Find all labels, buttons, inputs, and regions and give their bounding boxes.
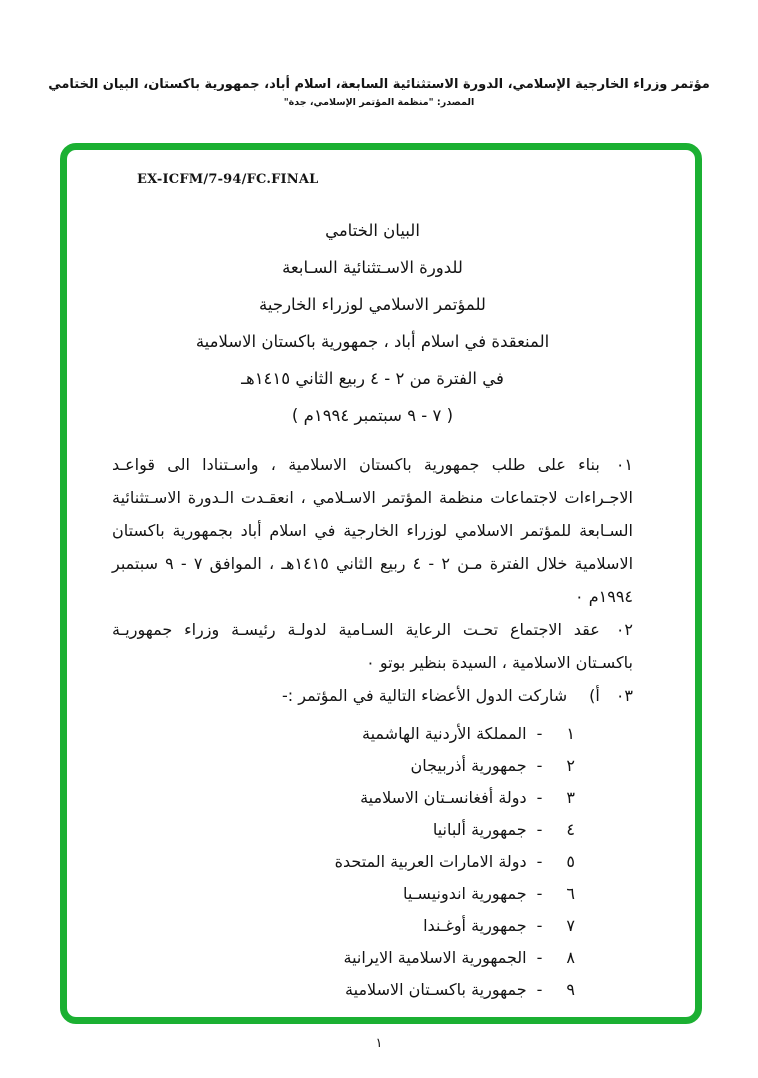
member-state-name: الجمهورية الاسلامية الايرانية bbox=[343, 948, 527, 967]
header-source: المصدر: "منظمة المؤتمر الإسلامي، جدة" bbox=[283, 97, 475, 108]
member-state-number: ٩ bbox=[566, 980, 575, 999]
member-state-name: جمهورية باكسـتان الاسلامية bbox=[345, 980, 527, 999]
list-dash: - bbox=[536, 788, 543, 807]
member-state-row-3 bbox=[112, 782, 575, 814]
member-state-number: ٦ bbox=[566, 884, 575, 903]
member-state-row-7 bbox=[112, 910, 575, 942]
paragraph-03-number: ٠٣ bbox=[615, 686, 633, 705]
member-state-row-4 bbox=[112, 814, 575, 846]
paragraph-01-number: ٠١ bbox=[615, 455, 633, 474]
member-states-list bbox=[112, 718, 633, 1006]
paragraph-01 bbox=[112, 448, 633, 613]
title-line-3: للمؤتمر الاسلامي لوزراء الخارجية bbox=[259, 295, 486, 314]
page-header bbox=[0, 76, 758, 109]
paragraph-01-text: بناء على طلب جمهورية باكستان الاسلامية ، واسـتنادا الى قواعـد الاجـراءات لاجتماعات منظمة المؤتمر الاسـلامي ، انعقـدت الـدورة الاسـتثنائية السـابعة للمؤتمر الاسلامي لوزراء الخارجية في اسلام أباد بجمهورية باكستان الاسلامية خلال الفترة مـن ٢ - ٤ ربيع الثاني ١٤١٥هـ ، الموافق ٧ - ٩ سبتمبر ١٩٩٤م ٠ bbox=[112, 455, 634, 606]
paragraph-02 bbox=[112, 613, 633, 679]
member-state-name: جمهورية اندونيسـيا bbox=[403, 884, 527, 903]
member-state-number: ٢ bbox=[566, 756, 575, 775]
paragraph-03-submarker: أ) bbox=[589, 686, 600, 705]
member-state-name: جمهورية أوغـندا bbox=[423, 916, 527, 935]
member-state-row-6 bbox=[112, 878, 575, 910]
document-title-block bbox=[112, 212, 633, 434]
list-dash: - bbox=[536, 820, 543, 839]
member-state-number: ٨ bbox=[566, 948, 575, 967]
title-line-2: للدورة الاسـتثنائية السـابعة bbox=[282, 258, 463, 277]
member-state-name: دولة أفغانسـتان الاسلامية bbox=[360, 788, 527, 807]
member-state-number: ١ bbox=[566, 724, 575, 743]
document-box bbox=[60, 143, 702, 1024]
member-state-name: المملكة الأردنية الهاشمية bbox=[362, 724, 527, 743]
paragraph-03 bbox=[112, 679, 633, 712]
title-line-4: المنعقدة في اسلام أباد ، جمهورية باكستان الاسلامية bbox=[195, 332, 550, 351]
list-dash: - bbox=[536, 916, 543, 935]
member-state-row-5 bbox=[112, 846, 575, 878]
list-dash: - bbox=[536, 884, 543, 903]
member-state-number: ٣ bbox=[566, 788, 575, 807]
member-state-name: دولة الامارات العربية المتحدة bbox=[334, 852, 527, 871]
title-line-5: في الفترة من ٢ - ٤ ربيع الثاني ١٤١٥هـ bbox=[241, 369, 504, 388]
list-dash: - bbox=[536, 756, 543, 775]
document-reference: EX-ICFM/7-94/FC.FINAL bbox=[137, 172, 319, 187]
member-state-row-9 bbox=[112, 974, 575, 1006]
member-state-name: جمهورية أذربيجان bbox=[410, 756, 527, 775]
title-line-1: البيان الختامي bbox=[325, 221, 420, 240]
paragraph-02-text: عقد الاجتماع تحـت الرعاية السـامية لدولـة رئيسـة وزراء جمهوريـة باكسـتان الاسلامية ، السيدة بنظير بوتو ٠ bbox=[112, 620, 633, 672]
paragraph-02-number: ٠٢ bbox=[615, 620, 633, 639]
title-line-6: ( ٧ - ٩ سبتمبر ١٩٩٤م ) bbox=[291, 406, 454, 425]
member-state-row-2 bbox=[112, 750, 575, 782]
header-title: مؤتمر وزراء الخارجية الإسلامي، الدورة الاستثنائية السابعة، اسلام أباد، جمهورية باكستان، البيان الختامي bbox=[48, 77, 710, 92]
page-number: ١ bbox=[375, 1036, 383, 1051]
list-dash: - bbox=[536, 980, 543, 999]
list-dash: - bbox=[536, 724, 543, 743]
member-state-row-1 bbox=[112, 718, 575, 750]
page-footer bbox=[0, 1036, 758, 1051]
list-dash: - bbox=[536, 948, 543, 967]
member-state-number: ٧ bbox=[566, 916, 575, 935]
paragraphs-block bbox=[112, 448, 633, 712]
list-dash: - bbox=[536, 852, 543, 871]
member-state-number: ٤ bbox=[566, 820, 575, 839]
member-state-number: ٥ bbox=[566, 852, 575, 871]
paragraph-03-text: شاركت الدول الأعضاء التالية في المؤتمر :- bbox=[281, 686, 568, 705]
member-state-name: جمهورية ألبانيا bbox=[432, 820, 527, 839]
member-state-row-8 bbox=[112, 942, 575, 974]
